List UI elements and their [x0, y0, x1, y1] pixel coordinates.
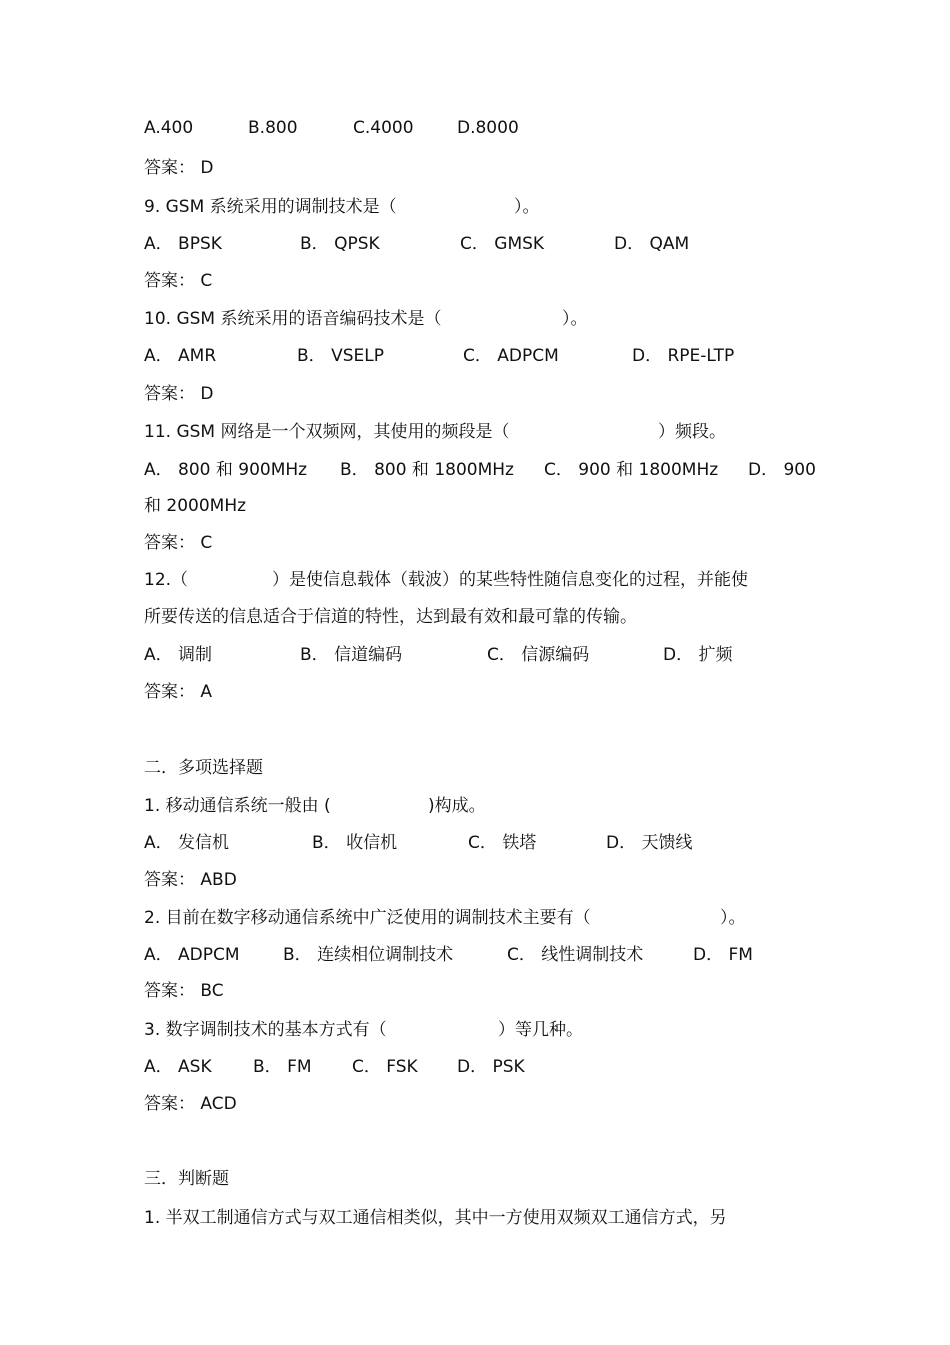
- q10-option-a: A． AMR: [144, 346, 217, 366]
- s2-q1-stem-end: )构成。: [428, 796, 486, 816]
- q8-option-a: A.400: [144, 118, 194, 138]
- q10-option-b: B． VSELP: [297, 346, 384, 366]
- q10-option-d: D． RPE-LTP: [632, 346, 735, 366]
- q11-option-d: D． 900: [748, 460, 816, 480]
- s2-q1-stem: 1. 移动通信系统一般由 (: [144, 796, 331, 816]
- q8-option-b: B.800: [248, 118, 298, 138]
- section-3-title: 三．判断题: [144, 1169, 229, 1189]
- section-2-title: 二．多项选择题: [144, 758, 263, 778]
- q12-answer: 答案： A: [144, 682, 213, 702]
- q12-option-a: A． 调制: [144, 645, 213, 665]
- s2-q2-option-b: B． 连续相位调制技术: [283, 945, 454, 965]
- q8-option-c: C.4000: [353, 118, 414, 138]
- s3-q1-stem: 1. 半双工制通信方式与双工通信相类似，其中一方使用双频双工通信方式，另: [144, 1208, 727, 1228]
- q8-option-d: D.8000: [457, 118, 519, 138]
- q9-stem: 9. GSM 系统采用的调制技术是（: [144, 197, 397, 217]
- q10-option-c: C． ADPCM: [463, 346, 559, 366]
- s2-q3-option-b: B． FM: [253, 1057, 312, 1077]
- s2-q2-stem: 2. 目前在数字移动通信系统中广泛使用的调制技术主要有（: [144, 908, 591, 928]
- s2-q1-option-b: B． 收信机: [312, 833, 398, 853]
- q9-option-a: A． BPSK: [144, 234, 222, 254]
- q11-option-d-wrap: 和 2000MHz: [144, 496, 247, 516]
- s2-q3-option-a: A． ASK: [144, 1057, 212, 1077]
- q12-stem-line1: ）是使信息载体（载波）的某些特性随信息变化的过程，并能使: [272, 570, 748, 590]
- q8-answer: 答案： D: [144, 158, 214, 178]
- q10-stem: 10. GSM 系统采用的语音编码技术是（: [144, 309, 442, 329]
- s2-q3-stem-end: ）等几种。: [498, 1020, 583, 1040]
- s2-q3-answer: 答案： ACD: [144, 1094, 237, 1114]
- q11-stem-end: ）频段。: [658, 422, 726, 442]
- s2-q1-option-a: A． 发信机: [144, 833, 230, 853]
- s2-q1-option-d: D． 天馈线: [606, 833, 693, 853]
- s2-q2-option-a: A． ADPCM: [144, 945, 240, 965]
- s2-q2-answer: 答案： BC: [144, 981, 224, 1001]
- q11-stem: 11. GSM 网络是一个双频网，其使用的频段是（: [144, 422, 510, 442]
- q12-option-b: B． 信道编码: [300, 645, 403, 665]
- q11-answer: 答案： C: [144, 533, 213, 553]
- q9-stem-end: ）。: [514, 197, 540, 217]
- q12-option-c: C． 信源编码: [487, 645, 590, 665]
- q10-stem-end: ）。: [562, 309, 588, 329]
- q11-option-a: A． 800 和 900MHz: [144, 460, 308, 480]
- s2-q3-option-c: C． FSK: [352, 1057, 418, 1077]
- s2-q2-option-c: C． 线性调制技术: [507, 945, 644, 965]
- s2-q2-option-d: D． FM: [693, 945, 753, 965]
- q12-stem-start: 12.（: [144, 570, 189, 590]
- s2-q2-stem-end: ）。: [720, 908, 746, 928]
- q11-option-c: C． 900 和 1800MHz: [544, 460, 719, 480]
- q12-stem-line2: 所要传送的信息适合于信道的特性，达到最有效和最可靠的传输。: [144, 607, 637, 627]
- q9-answer: 答案： C: [144, 271, 213, 291]
- q9-option-d: D． QAM: [614, 234, 690, 254]
- q10-answer: 答案： D: [144, 384, 214, 404]
- s2-q1-answer: 答案： ABD: [144, 870, 237, 890]
- s2-q3-stem: 3. 数字调制技术的基本方式有（: [144, 1020, 387, 1040]
- s2-q3-option-d: D． PSK: [457, 1057, 525, 1077]
- q12-option-d: D． 扩频: [663, 645, 733, 665]
- q9-option-c: C． GMSK: [460, 234, 545, 254]
- s2-q1-option-c: C． 铁塔: [468, 833, 537, 853]
- q9-option-b: B． QPSK: [300, 234, 380, 254]
- q11-option-b: B． 800 和 1800MHz: [340, 460, 514, 480]
